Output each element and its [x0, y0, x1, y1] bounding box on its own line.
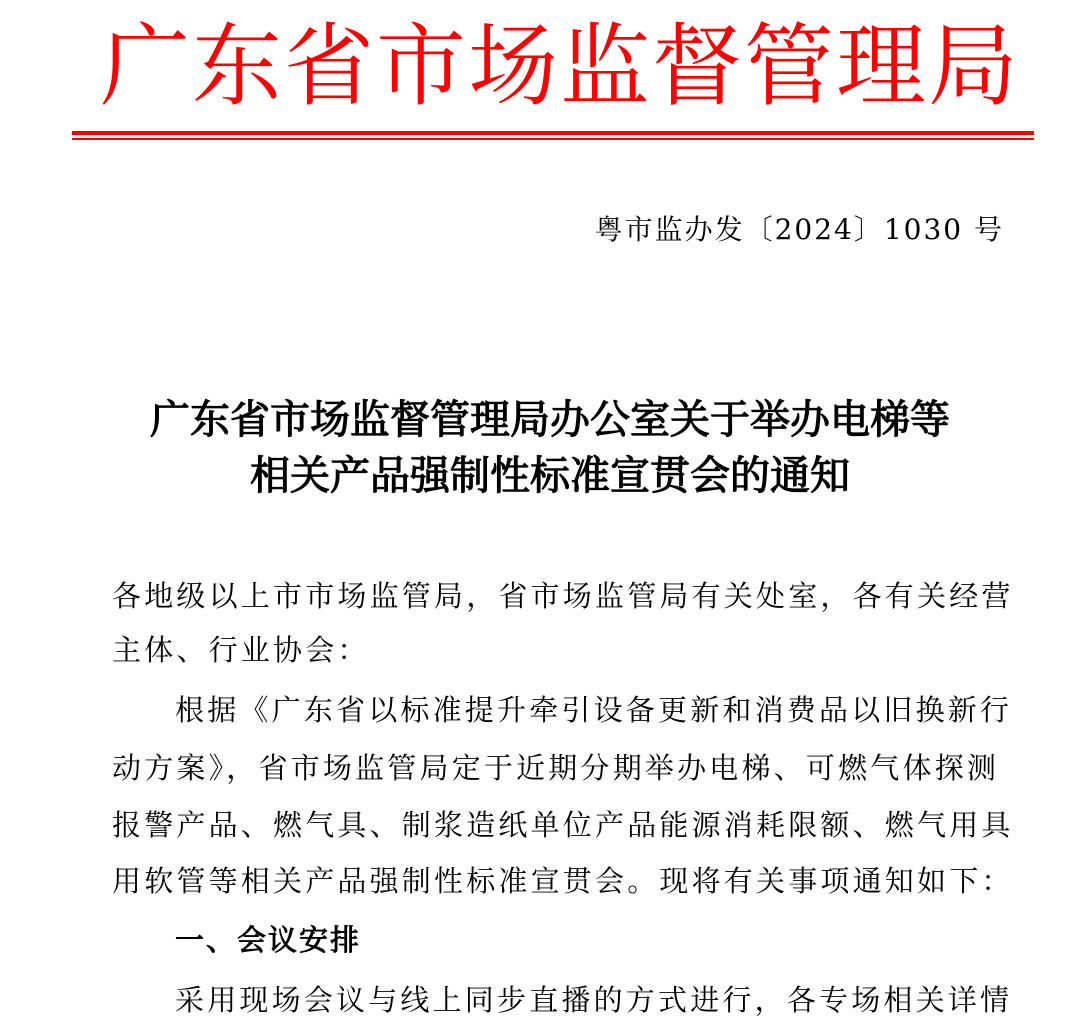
- document-title-line-2: 相关产品强制性标准宣贯会的通知: [250, 452, 850, 499]
- paragraph-1-line-3: 报警产品、燃气具、制浆造纸单位产品能源消耗限额、燃气用具: [112, 808, 1014, 842]
- paragraph-1-line-4: 用软管等相关产品强制性标准宣贯会。现将有关事项通知如下：: [112, 864, 1014, 898]
- paragraph-1-line-2: 动方案》，省市场监管局定于近期分期举办电梯、可燃气体探测: [112, 751, 1000, 785]
- addressee-line-2: 主体、行业协会：: [112, 633, 370, 667]
- paragraph-1-line-1: 根据《广东省以标准提升牵引设备更新和消费品以旧换新行: [175, 693, 1013, 727]
- addressee-line-1: 各地级以上市市场监管局，省市场监管局有关处室，各有关经营: [112, 579, 1014, 613]
- letterhead-red-rule: [72, 131, 1034, 135]
- document-title-line-1: 广东省市场监督管理局办公室关于举办电梯等: [150, 396, 950, 443]
- letterhead-red-rule-thin: [72, 138, 1034, 140]
- letterhead: 广东省市场监督管理局: [100, 14, 1020, 119]
- section-1-line-1: 采用现场会议与线上同步直播的方式进行，各专场相关详情: [175, 983, 1013, 1017]
- section-1-heading: 一、会议安排: [175, 923, 362, 957]
- document-number: 粤市监办发〔2024〕1030 号: [594, 213, 1004, 246]
